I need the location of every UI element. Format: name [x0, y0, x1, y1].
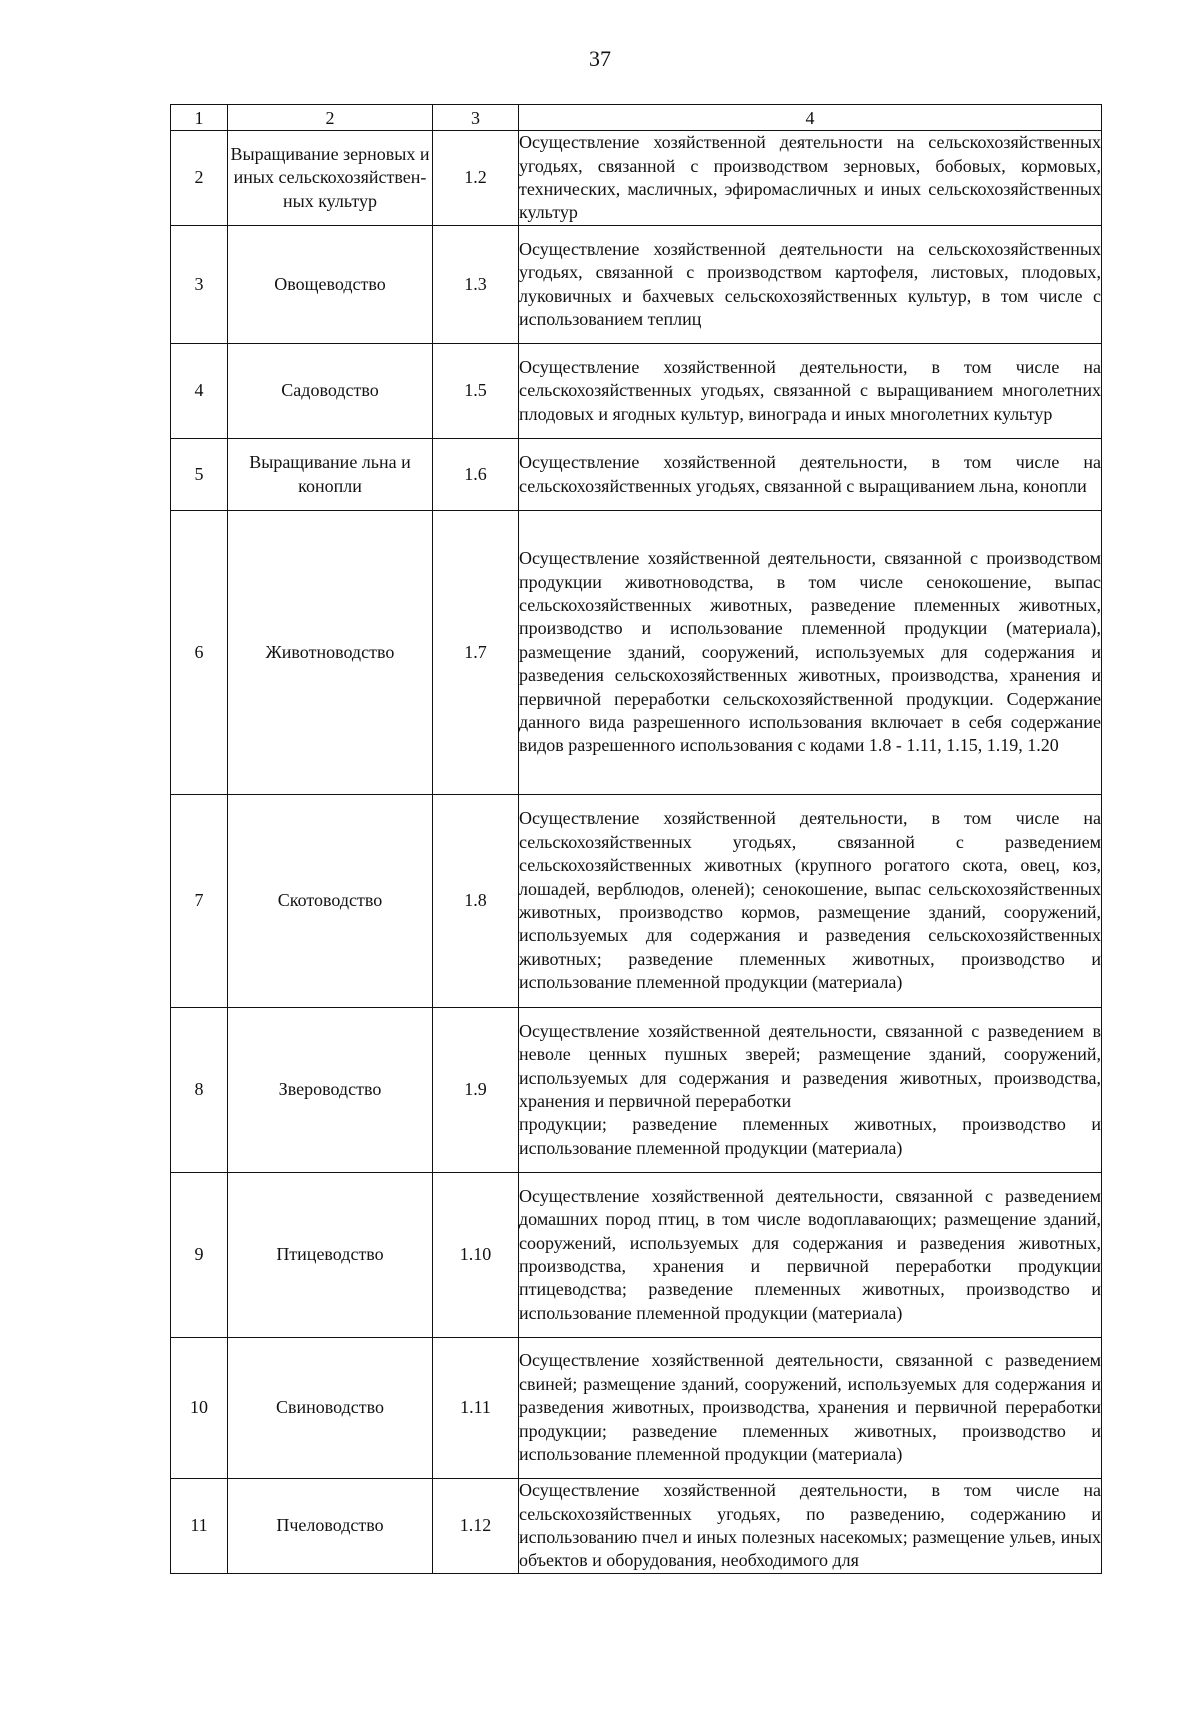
- use-type-code: 1.9: [433, 1008, 519, 1173]
- row-number: 3: [171, 226, 228, 344]
- use-type-code: 1.8: [433, 795, 519, 1008]
- use-type-name: Звероводство: [228, 1008, 433, 1173]
- use-type-name: Скотоводство: [228, 795, 433, 1008]
- column-number-row: [171, 105, 1102, 131]
- page-number: 37: [589, 46, 611, 71]
- use-type-code: 1.3: [433, 226, 519, 344]
- use-type-code: 1.11: [433, 1338, 519, 1479]
- use-type-description: Осуществление хозяйственной деятельности, связанной с производством продукции животноводства, в том числе сенокошение, выпас сельскохозяйственных животных, разведение племенных животных, производство и использование племенной продукции (материала), размещение зданий, сооружений, используемых для содержания и разведения сельскохозяйственных животных, производства, хранения и первичной переработки сельскохозяйственной продукции. Содержание данного вида разрешенного использования включает в себя содержание видов разрешенного использования с кодами 1.8 - 1.11, 1.15, 1.19, 1.20: [519, 511, 1102, 795]
- row-number: 6: [171, 511, 228, 795]
- description-continuation: продукции; разведение племенных животных, производство и использование племенной продукции (материала): [519, 1114, 1101, 1158]
- row-number: 7: [171, 795, 228, 1008]
- use-type-code: 1.7: [433, 511, 519, 795]
- use-type-name: Птицеводство: [228, 1173, 433, 1338]
- use-type-name: Животноводство: [228, 511, 433, 795]
- table-row: [171, 226, 1102, 344]
- column-number: 3: [433, 105, 519, 131]
- column-number: 2: [228, 105, 433, 131]
- table-row: [171, 511, 1102, 795]
- table-row: [171, 1173, 1102, 1338]
- use-type-name: Овощеводство: [228, 226, 433, 344]
- column-number: 4: [519, 105, 1102, 131]
- use-type-description: Осуществление хозяйственной деятельности на сельскохозяйственных угодьях, связанной с производством картофеля, листовых, плодовых, луковичных и бахчевых сельскохозяйственных культур, в том числе с использованием теплиц: [519, 226, 1102, 344]
- use-type-description: Осуществление хозяйственной деятельности, в том числе на сельскохозяйственных угодьях, по разведению, содержанию и использованию пчел и иных полезных насекомых; размещение ульев, иных объектов и оборудования, необходимого для: [519, 1479, 1102, 1574]
- row-number: 11: [171, 1479, 228, 1574]
- row-number: 10: [171, 1338, 228, 1479]
- land-use-table: [170, 104, 1102, 1574]
- row-number: 4: [171, 344, 228, 439]
- table-row: [171, 1479, 1102, 1574]
- table-row: [171, 1338, 1102, 1479]
- use-type-name: Садоводство: [228, 344, 433, 439]
- table-row: [171, 439, 1102, 511]
- table-row: [171, 1008, 1102, 1173]
- use-type-code: 1.2: [433, 131, 519, 226]
- table-row: [171, 131, 1102, 226]
- use-type-code: 1.5: [433, 344, 519, 439]
- use-type-code: 1.6: [433, 439, 519, 511]
- row-number: 5: [171, 439, 228, 511]
- use-type-name: Свиноводство: [228, 1338, 433, 1479]
- column-number: 1: [171, 105, 228, 131]
- use-type-description: Осуществление хозяйственной деятельности, в том числе на сельскохозяйственных угодьях, связанной с выращиванием льна, конопли: [519, 439, 1102, 511]
- use-type-description: Осуществление хозяйственной деятельности, в том числе на сельскохозяйственных угодьях, связанной с выращиванием многолетних плодовых и ягодных культур, винограда и иных многолетних культур: [519, 344, 1102, 439]
- use-type-description: Осуществление хозяйственной деятельности, в том числе на сельскохозяйственных угодьях, связанной с разведением сельскохозяйственных животных (крупного рогатого скота, овец, коз, лошадей, верблюдов, оленей); сенокошение, выпас сельскохозяйственных животных, производство кормов, размещение зданий, сооружений, используемых для содержания и разведения сельскохозяйственных животных; разведение племенных животных, производство и использование племенной продукции (материала): [519, 795, 1102, 1008]
- row-number: 9: [171, 1173, 228, 1338]
- table-row: [171, 795, 1102, 1008]
- use-type-code: 1.10: [433, 1173, 519, 1338]
- use-type-description: [519, 1008, 1102, 1173]
- use-type-name: Выращивание зерновых и иных сельскохозяйствен-ных культур: [228, 131, 433, 226]
- description-text: Осуществление хозяйственной деятельности, связанной с разведением в неволе ценных пушных зверей; размещение зданий, сооружений, используемых для содержания и разведения животных, производства, хранения и первичной переработки: [519, 1020, 1101, 1111]
- use-type-name: Пчеловодство: [228, 1479, 433, 1574]
- use-type-code: 1.12: [433, 1479, 519, 1574]
- use-type-description: Осуществление хозяйственной деятельности, связанной с разведением домашних пород птиц, в том числе водоплавающих; размещение зданий, сооружений, используемых для содержания и разведения животных, производства, хранения и первичной переработки продукции птицеводства; разведение племенных животных, производство и использование племенной продукции (материала): [519, 1173, 1102, 1338]
- table-row: [171, 344, 1102, 439]
- row-number: 2: [171, 131, 228, 226]
- use-type-description: Осуществление хозяйственной деятельности на сельскохозяйственных угодьях, связанной с производством зерновых, бобовых, кормовых, технических, масличных, эфиромасличных и иных сельскохозяйственных культур: [519, 131, 1102, 226]
- row-number: 8: [171, 1008, 228, 1173]
- use-type-description: Осуществление хозяйственной деятельности, связанной с разведением свиней; размещение зданий, сооружений, используемых для содержания и разведения животных, производства, хранения и первичной переработки продукции; разведение племенных животных, производство и использование племенной продукции (материала): [519, 1338, 1102, 1479]
- use-type-name: Выращивание льна и конопли: [228, 439, 433, 511]
